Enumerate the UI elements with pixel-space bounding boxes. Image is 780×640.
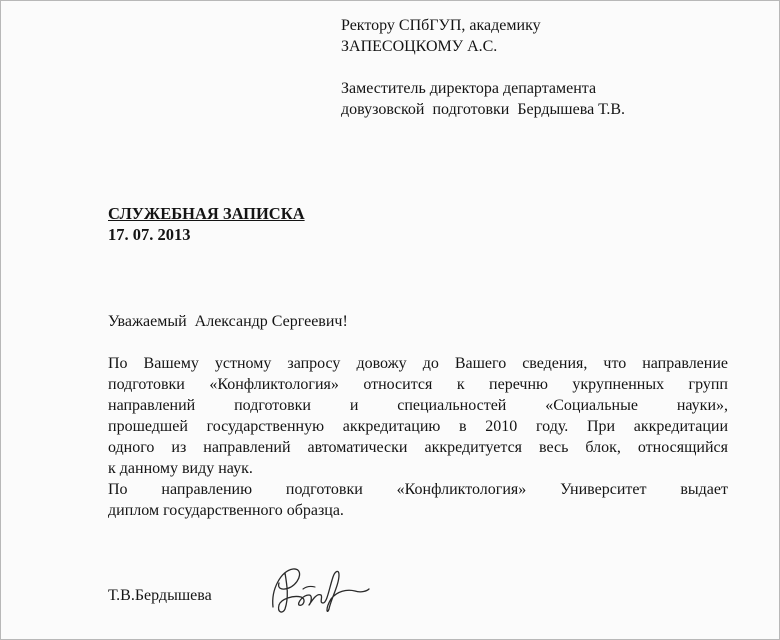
signer-name: Т.В.Бердышева — [108, 587, 212, 604]
sender-position-line: Заместитель директора департамента — [341, 80, 597, 97]
memo-title: СЛУЖЕБНАЯ ЗАПИСКА — [108, 204, 305, 223]
memo-date: 17. 07. 2013 — [108, 225, 191, 244]
body-line: По направлению подготовки «Конфликтология» Университет выдает — [108, 481, 728, 498]
handwritten-signature — [263, 559, 373, 619]
body-line: По Вашему устному запросу довожу до Вашего сведения, что направление — [108, 355, 728, 372]
addressee-rector-line: Ректору СПбГУП, академику — [341, 17, 541, 34]
body-line: прошедшей государственную аккредитацию в 2010 году. При аккредитации — [108, 418, 728, 435]
body-line: направлений подготовки и специальностей «Социальные науки», — [108, 397, 728, 414]
addressee-spacer — [341, 57, 761, 78]
body-line: к данному виду наук. — [108, 460, 253, 477]
addressee-name-line: ЗАПЕСОЦКОМУ А.С. — [341, 38, 498, 55]
addressee-block — [341, 15, 761, 120]
body-line: подготовки «Конфликтология» относится к перечню укрупненных групп — [108, 376, 728, 393]
body-line: одного из направлений автоматически аккредитуется весь блок, относящийся — [108, 439, 728, 456]
memo-body — [108, 353, 728, 521]
sender-name-line: довузовской подготовки Бердышева Т.В. — [341, 101, 626, 118]
salutation: Уважаемый Александр Сергеевич! — [108, 313, 348, 330]
body-line: диплом государственного образца. — [108, 502, 344, 519]
